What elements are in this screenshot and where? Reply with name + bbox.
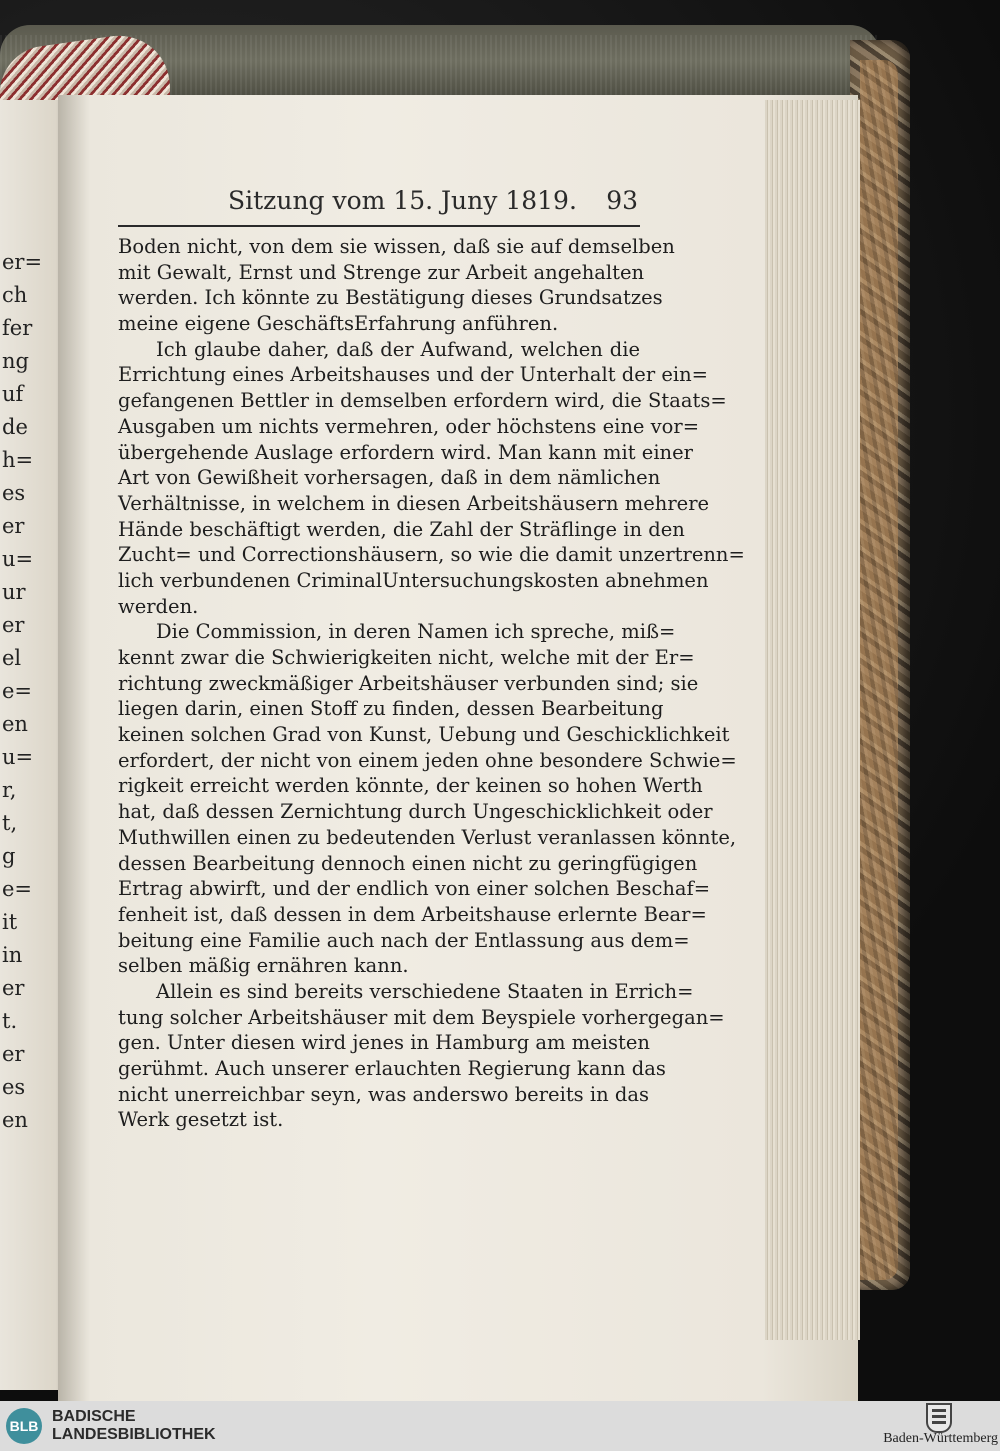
text-line: nicht unerreichbar seyn, was anderswo bereits in das — [118, 1082, 649, 1106]
left-page-fragment: el — [2, 646, 22, 670]
library-name — [52, 1408, 216, 1444]
text-line: richtung zweckmäßiger Arbeitshäuser verbunden sind; sie — [118, 671, 699, 695]
left-page-fragment: ng — [2, 349, 29, 373]
text-line: rigkeit erreicht werden könnte, der keinen so hohen Werth — [118, 774, 703, 798]
library-footer — [0, 1401, 1000, 1451]
state-label: Baden-Württemberg — [883, 1431, 998, 1446]
text-line: lich verbundenen CriminalUntersuchungskosten abnehmen — [118, 568, 709, 592]
text-line: beitung eine Familie auch nach der Entlassung aus dem= — [118, 928, 690, 952]
library-name-line2: LANDESBIBLIOTHEK — [52, 1426, 216, 1443]
left-page-fragment: en — [2, 1108, 28, 1132]
text-line: Errichtung eines Arbeitshauses und der Unterhalt der ein= — [118, 363, 709, 387]
left-page-fragment: e= — [2, 679, 33, 703]
left-page-fragment: er= — [2, 250, 43, 274]
left-page-fragment: u= — [2, 745, 34, 769]
marbled-edge — [860, 60, 898, 1280]
text-line: Hände beschäftigt werden, die Zahl der Sträflinge in den — [118, 517, 685, 541]
left-page-fragment: ch — [2, 283, 28, 307]
text-line: dessen Bearbeitung dennoch einen nicht zu geringfügigen — [118, 851, 698, 875]
left-page-fragment: u= — [2, 547, 34, 571]
left-page-fragment: t, — [2, 811, 18, 835]
left-page-fragment: en — [2, 712, 28, 736]
text-line: Zucht= und Correctionshäusern, so wie die damit unzertrenn= — [118, 543, 745, 567]
page-number: 93 — [606, 186, 638, 215]
page-edges — [765, 100, 860, 1340]
text-line: tung solcher Arbeitshäuser mit dem Beyspiele vorhergegan= — [118, 1005, 725, 1029]
text-line: Boden nicht, von dem sie wissen, daß sie auf demselben — [118, 235, 675, 258]
text-line: Allein es sind bereits verschiedene Staaten in Errich= — [156, 979, 694, 1003]
left-page-fragment: es — [2, 1075, 26, 1099]
text-line: Ertrag abwirft, und der endlich von einer solchen Beschaf= — [118, 877, 711, 901]
left-page-fragment: h= — [2, 448, 34, 472]
left-page-fragment: de — [2, 415, 28, 439]
left-page-fragment: er — [2, 514, 25, 538]
text-line: gen. Unter diesen wird jenes in Hamburg am meisten — [118, 1031, 650, 1055]
text-line: fenheit ist, daß dessen in dem Arbeitshause erlernte Bear= — [118, 902, 707, 926]
left-page-fragment: it — [2, 910, 18, 934]
text-line: meine eigene GeschäftsErfahrung anführen. — [118, 312, 559, 336]
page-header — [118, 180, 638, 230]
text-line: Muthwillen einen zu bedeutenden Verlust veranlassen könnte, — [118, 825, 737, 849]
text-line: erfordert, der nicht von einem jeden ohne besondere Schwie= — [118, 748, 737, 772]
running-head: Sitzung vom 15. Juny 1819. — [228, 186, 577, 215]
body-text — [118, 234, 745, 1133]
left-page-fragment: g — [2, 844, 16, 868]
left-page-fragment: uf — [2, 382, 24, 406]
left-page-fragment: er — [2, 613, 25, 637]
left-page-fragment: ur — [2, 580, 26, 604]
text-line: Art von Gewißheit vorhersagen, daß in dem nämlichen — [118, 466, 661, 490]
header-rule — [118, 225, 640, 227]
left-page-fragment: er — [2, 1042, 25, 1066]
text-line: hat, daß dessen Zernichtung durch Ungeschicklichkeit oder — [118, 800, 713, 824]
left-page-fragment: e= — [2, 877, 33, 901]
text-line: Ich glaube daher, daß der Aufwand, welchen die — [156, 337, 640, 361]
text-line: werden. — [118, 594, 199, 618]
blb-logo: BLB — [6, 1408, 42, 1444]
left-page-fragment: t. — [2, 1009, 18, 1033]
left-page-fragment: in — [2, 943, 23, 967]
text-line: übergehende Auslage erfordern wird. Man kann mit einer — [118, 440, 693, 464]
left-page-fragment: er — [2, 976, 25, 1000]
left-page-fragment: r, — [2, 778, 17, 802]
text-line: gerühmt. Auch unserer erlauchten Regierung kann das — [118, 1057, 666, 1080]
state-crest-icon — [926, 1403, 952, 1433]
text-line: keinen solchen Grad von Kunst, Uebung und Geschicklichkeit — [118, 723, 730, 747]
text-line: kennt zwar die Schwierigkeiten nicht, welche mit der Er= — [118, 646, 695, 669]
left-page-fragment: fer — [2, 316, 33, 340]
text-line: selben mäßig ernähren kann. — [118, 954, 409, 978]
text-line: Verhältnisse, in welchem in diesen Arbeitshäusern mehrere — [118, 491, 710, 515]
text-line: Ausgaben um nichts vermehren, oder höchstens eine vor= — [118, 414, 700, 438]
text-line: gefangenen Bettler in demselben erfordern wird, die Staats= — [118, 389, 727, 413]
library-name-line1: BADISCHE — [52, 1408, 136, 1425]
text-line: liegen darin, einen Stoff zu finden, dessen Bearbeitung — [118, 697, 664, 721]
text-line: werden. Ich könnte zu Bestätigung dieses Grundsatzes — [118, 286, 663, 310]
text-line: mit Gewalt, Ernst und Strenge zur Arbeit angehalten — [118, 260, 645, 284]
left-page-fragment: es — [2, 481, 26, 505]
text-line: Werk gesetzt ist. — [118, 1108, 284, 1132]
text-line: Die Commission, in deren Namen ich spreche, miß= — [156, 620, 676, 644]
